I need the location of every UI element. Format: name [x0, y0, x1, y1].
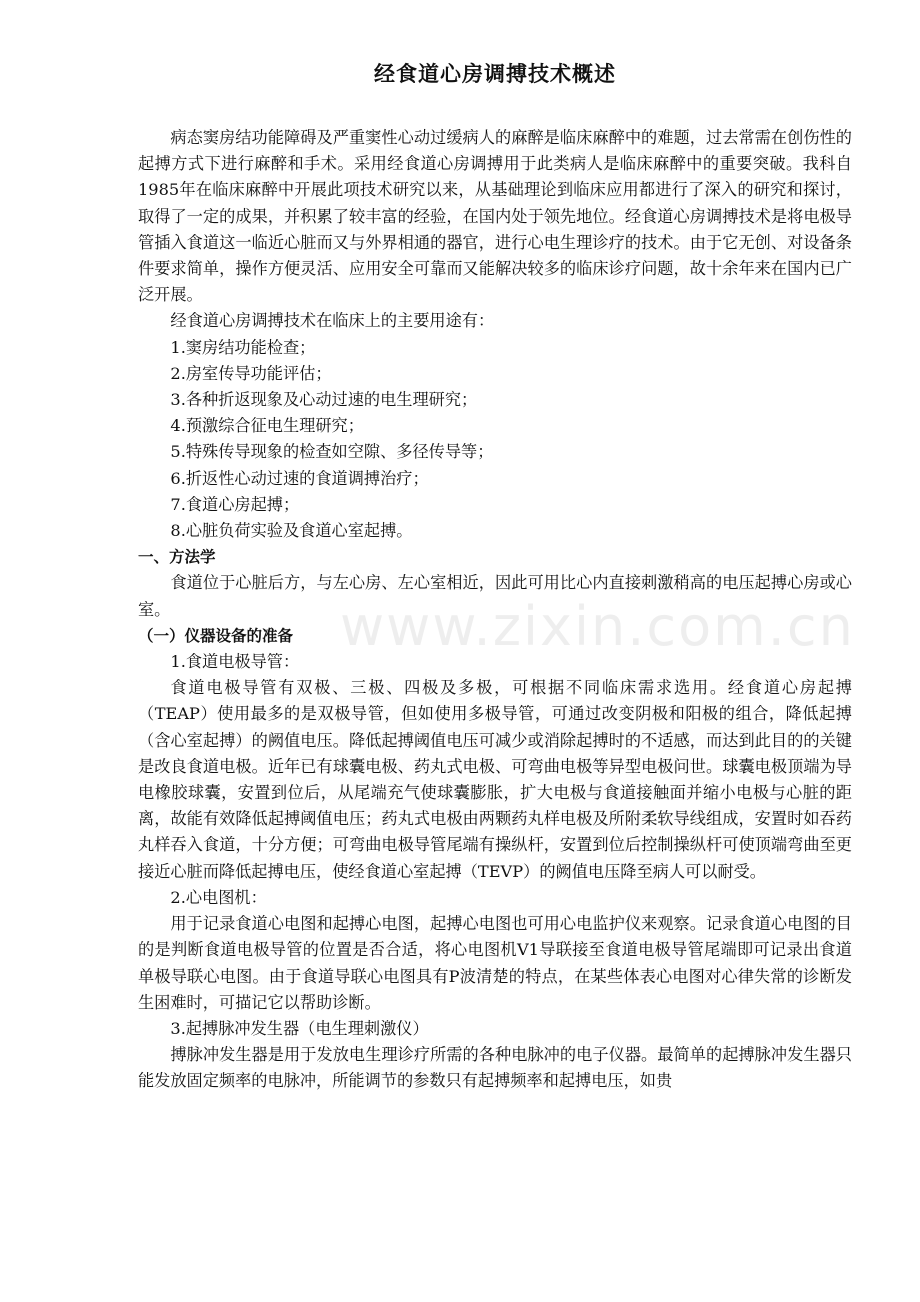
paragraph: 6.折返性心动过速的食道调搏治疗；: [170, 468, 429, 488]
paragraph: 8.心脏负荷实验及食道心室起搏。: [170, 521, 413, 541]
page-title: 经食道心房调搏技术概述: [374, 62, 616, 86]
paragraph: 5.特殊传导现象的检查如空隙、多径传导等；: [170, 442, 494, 462]
paragraph: 3.起搏脉冲发生器（电生理刺激仪）: [170, 1018, 429, 1038]
document-body: [138, 125, 852, 1095]
paragraph: 经食道心房调搏技术在临床上的主要用途有：: [170, 311, 495, 331]
paragraph: 2.房室传导功能评估；: [170, 363, 332, 383]
paragraph: 3.各种折返现象及心动过速的电生理研究；: [170, 390, 478, 410]
paragraph: 食道位于心脏后方，与左心房、左心室相近，因此可用比心内直接刺激稍高的电压起搏心房或心室。: [138, 573, 852, 619]
watermark: www.zixin.com.cn: [340, 595, 855, 658]
paragraph: 2.心电图机：: [170, 887, 267, 907]
paragraph: 病态窦房结功能障碍及严重窦性心动过缓病人的麻醉是临床麻醉中的难题，过去常需在创伤性的起搏方式下进行麻醉和手术。采用经食道心房调搏用于此类病人是临床麻醉中的重要突破。我科自1985年在临床麻醉中开展此项技术研究以来，从基础理论到临床应用都进行了深入的研究和探讨，取得了一定的成果，并积累了较丰富的经验，在国内处于领先地位。经食道心房调搏技术是将电极导管插入食道这一临近心脏而又与外界相通的器官，进行心电生理诊疗的技术。由于它无创、对设备条件要求简单，操作方便灵活、应用安全可靠而又能解决较多的临床诊疗问题，故十余年来在国内已广泛开展。: [138, 128, 852, 305]
paragraph: 4.预激综合征电生理研究；: [170, 416, 364, 436]
paragraph: 1.食道电极导管：: [170, 652, 300, 672]
section-heading: 一、方法学: [138, 548, 216, 567]
paragraph: 1.窦房结功能检查；: [170, 337, 316, 357]
paragraph: 食道电极导管有双极、三极、四极及多极，可根据不同临床需求选用。经食道心房起搏（TEAP）使用最多的是双极导管，但如使用多极导管，可通过改变阴极和阳极的组合，降低起搏（含心室起搏）的阙值电压。降低起搏阈值电压可减少或消除起搏时的不适感，而达到此目的的关键是改良食道电极。近年已有球囊电极、药丸式电极、可弯曲电极等异型电极问世。球囊电极顶端为导电橡胶球囊，安置到位后，从尾端充气使球囊膨胀，扩大电极与食道接触面并缩小电极与心脏的距离，故能有效降低起搏阈值电压；药丸式电极由两颗药丸样电极及所附柔软导线组成，安置时如吞药丸样吞入食道，十分方便；可弯曲电极导管尾端有操纵杆，安置到位后控制操纵杆可使顶端弯曲至更接近心脏而降低起搏电压，使经食道心室起搏（TEVP）的阙值电压降至病人可以耐受。: [138, 678, 852, 881]
paragraph: 用于记录食道心电图和起搏心电图，起搏心电图也可用心电监护仪来观察。记录食道心电图的目的是判断食道电极导管的位置是否合适，将心电图机V1导联接至食道电极导管尾端即可记录出食道单极导联心电图。由于食道导联心电图具有P波清楚的特点，在某些体表心电图对心律失常的诊断发生困难时，可描记它以帮助诊断。: [138, 914, 852, 1012]
paragraph: 7.食道心房起搏；: [170, 494, 300, 514]
section-heading: （一）仪器设备的准备: [138, 626, 294, 645]
paragraph: 搏脉冲发生器是用于发放电生理诊疗所需的各种电脉冲的电子仪器。最简单的起搏脉冲发生器只能发放固定频率的电脉冲，所能调节的参数只有起搏频率和起搏电压，如贵: [138, 1045, 852, 1091]
